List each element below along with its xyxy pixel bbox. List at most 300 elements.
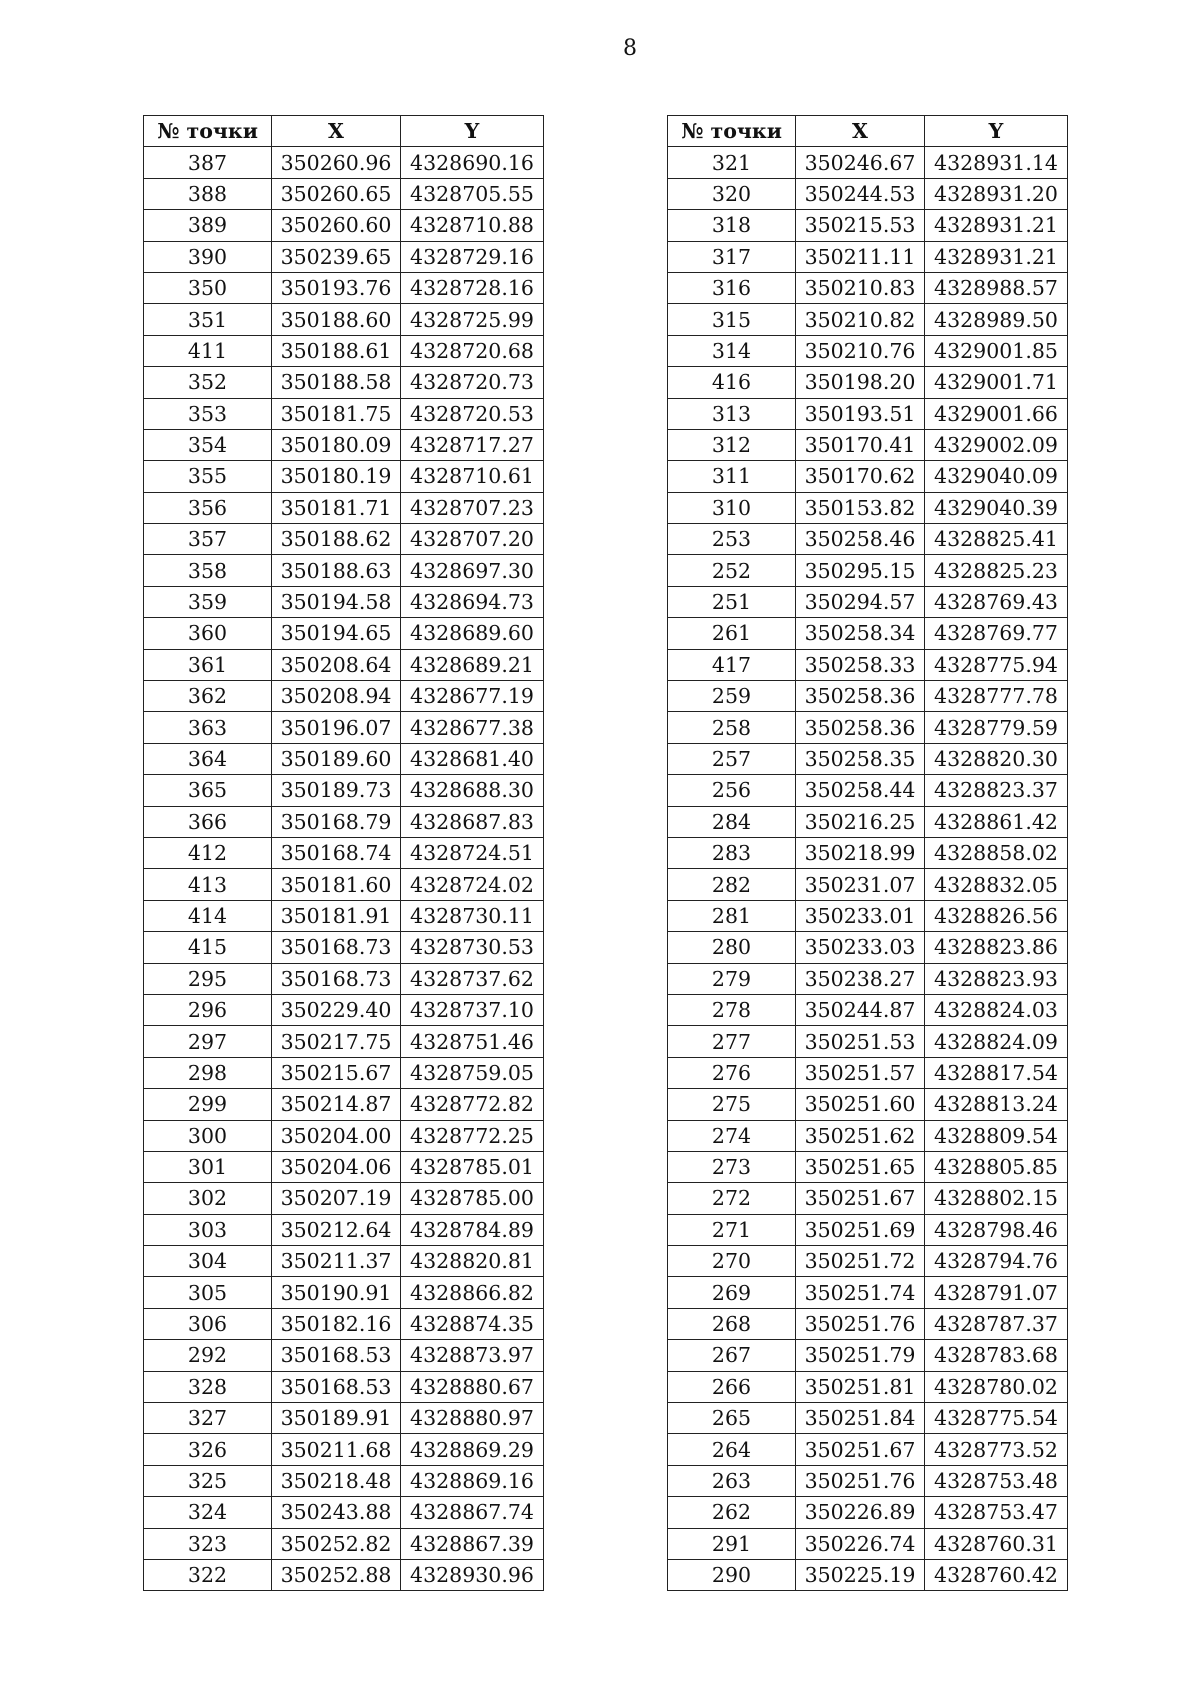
y-coordinate-cell: 4328826.56: [925, 900, 1068, 931]
table-row: [668, 900, 1068, 931]
point-number-cell: 259: [668, 681, 796, 712]
x-coordinate-cell: 350251.60: [796, 1089, 925, 1120]
point-number-cell: 351: [144, 304, 272, 335]
x-coordinate-cell: 350212.64: [272, 1214, 401, 1245]
point-number-cell: 414: [144, 900, 272, 931]
x-coordinate-cell: 350189.73: [272, 775, 401, 806]
x-coordinate-cell: 350198.20: [796, 367, 925, 398]
y-coordinate-cell: 4328988.57: [925, 272, 1068, 303]
x-coordinate-cell: 350251.76: [796, 1465, 925, 1496]
point-number-cell: 312: [668, 429, 796, 460]
x-coordinate-cell: 350181.75: [272, 398, 401, 429]
x-coordinate-cell: 350251.84: [796, 1403, 925, 1434]
table-row: [668, 1057, 1068, 1088]
x-coordinate-cell: 350260.65: [272, 178, 401, 209]
point-number-cell: 326: [144, 1434, 272, 1465]
x-coordinate-cell: 350216.25: [796, 806, 925, 837]
table-row: [668, 1089, 1068, 1120]
x-coordinate-cell: 350168.73: [272, 932, 401, 963]
x-coordinate-cell: 350251.67: [796, 1183, 925, 1214]
x-coordinate-cell: 350226.74: [796, 1528, 925, 1559]
table-row: [668, 932, 1068, 963]
table-row: [144, 1277, 544, 1308]
table-row: [144, 272, 544, 303]
y-coordinate-cell: 4328717.27: [401, 429, 544, 460]
point-number-cell: 324: [144, 1497, 272, 1528]
x-coordinate-cell: 350180.19: [272, 461, 401, 492]
table-row: [144, 147, 544, 178]
y-coordinate-cell: 4328751.46: [401, 1026, 544, 1057]
y-coordinate-cell: 4328824.03: [925, 994, 1068, 1025]
y-coordinate-cell: 4328931.20: [925, 178, 1068, 209]
x-coordinate-cell: 350193.51: [796, 398, 925, 429]
point-number-cell: 322: [144, 1559, 272, 1590]
point-number-cell: 280: [668, 932, 796, 963]
table-row: [668, 743, 1068, 774]
table-row: [144, 869, 544, 900]
table-row: [144, 618, 544, 649]
y-coordinate-cell: 4328759.05: [401, 1057, 544, 1088]
y-coordinate-cell: 4328769.77: [925, 618, 1068, 649]
x-coordinate-cell: 350211.11: [796, 241, 925, 272]
table-row: [144, 932, 544, 963]
x-coordinate-cell: 350189.91: [272, 1403, 401, 1434]
point-number-cell: 363: [144, 712, 272, 743]
table-row: [144, 524, 544, 555]
y-coordinate-cell: 4328697.30: [401, 555, 544, 586]
x-coordinate-cell: 350193.76: [272, 272, 401, 303]
x-coordinate-cell: 350190.91: [272, 1277, 401, 1308]
y-coordinate-cell: 4328694.73: [401, 586, 544, 617]
x-coordinate-cell: 350251.69: [796, 1214, 925, 1245]
x-coordinate-cell: 350181.60: [272, 869, 401, 900]
table-header-row: [144, 116, 544, 147]
point-number-cell: 290: [668, 1559, 796, 1590]
table-row: [144, 1120, 544, 1151]
point-number-cell: 276: [668, 1057, 796, 1088]
x-coordinate-cell: 350188.58: [272, 367, 401, 398]
x-coordinate-cell: 350251.74: [796, 1277, 925, 1308]
table-row: [668, 461, 1068, 492]
column-header-y: Y: [401, 116, 544, 147]
y-coordinate-cell: 4328931.21: [925, 210, 1068, 241]
point-number-cell: 263: [668, 1465, 796, 1496]
y-coordinate-cell: 4328785.01: [401, 1151, 544, 1182]
y-coordinate-cell: 4328809.54: [925, 1120, 1068, 1151]
table-row: [668, 272, 1068, 303]
coordinates-table-left: [143, 115, 544, 1591]
point-number-cell: 358: [144, 555, 272, 586]
point-number-cell: 279: [668, 963, 796, 994]
y-coordinate-cell: 4328820.81: [401, 1246, 544, 1277]
y-coordinate-cell: 4328867.39: [401, 1528, 544, 1559]
point-number-cell: 270: [668, 1246, 796, 1277]
point-number-cell: 272: [668, 1183, 796, 1214]
y-coordinate-cell: 4328784.89: [401, 1214, 544, 1245]
y-coordinate-cell: 4329001.71: [925, 367, 1068, 398]
x-coordinate-cell: 350258.33: [796, 649, 925, 680]
table-row: [668, 1497, 1068, 1528]
table-row: [144, 806, 544, 837]
table-row: [144, 304, 544, 335]
y-coordinate-cell: 4328724.02: [401, 869, 544, 900]
point-number-cell: 265: [668, 1403, 796, 1434]
y-coordinate-cell: 4329001.85: [925, 335, 1068, 366]
y-coordinate-cell: 4328710.88: [401, 210, 544, 241]
y-coordinate-cell: 4328880.97: [401, 1403, 544, 1434]
point-number-cell: 269: [668, 1277, 796, 1308]
x-coordinate-cell: 350181.91: [272, 900, 401, 931]
x-coordinate-cell: 350215.53: [796, 210, 925, 241]
x-coordinate-cell: 350258.46: [796, 524, 925, 555]
point-number-cell: 357: [144, 524, 272, 555]
x-coordinate-cell: 350229.40: [272, 994, 401, 1025]
x-coordinate-cell: 350243.88: [272, 1497, 401, 1528]
point-number-cell: 291: [668, 1528, 796, 1559]
point-number-cell: 278: [668, 994, 796, 1025]
x-coordinate-cell: 350196.07: [272, 712, 401, 743]
y-coordinate-cell: 4328688.30: [401, 775, 544, 806]
column-header-y: Y: [925, 116, 1068, 147]
table-row: [668, 586, 1068, 617]
table-row: [668, 681, 1068, 712]
y-coordinate-cell: 4328823.93: [925, 963, 1068, 994]
table-row: [144, 1183, 544, 1214]
table-row: [144, 1340, 544, 1371]
table-row: [144, 335, 544, 366]
y-coordinate-cell: 4328802.15: [925, 1183, 1068, 1214]
table-row: [144, 1089, 544, 1120]
table-row: [668, 1465, 1068, 1496]
x-coordinate-cell: 350258.36: [796, 712, 925, 743]
y-coordinate-cell: 4328677.19: [401, 681, 544, 712]
y-coordinate-cell: 4328753.48: [925, 1465, 1068, 1496]
point-number-cell: 257: [668, 743, 796, 774]
point-number-cell: 362: [144, 681, 272, 712]
point-number-cell: 251: [668, 586, 796, 617]
y-coordinate-cell: 4328823.86: [925, 932, 1068, 963]
y-coordinate-cell: 4328869.29: [401, 1434, 544, 1465]
y-coordinate-cell: 4328817.54: [925, 1057, 1068, 1088]
point-number-cell: 284: [668, 806, 796, 837]
y-coordinate-cell: 4328760.42: [925, 1559, 1068, 1590]
table-row: [144, 429, 544, 460]
table-row: [144, 775, 544, 806]
table-row: [144, 1214, 544, 1245]
point-number-cell: 268: [668, 1308, 796, 1339]
point-number-cell: 300: [144, 1120, 272, 1151]
y-coordinate-cell: 4328861.42: [925, 806, 1068, 837]
point-number-cell: 314: [668, 335, 796, 366]
point-number-cell: 262: [668, 1497, 796, 1528]
table-row: [144, 1403, 544, 1434]
point-number-cell: 353: [144, 398, 272, 429]
table-row: [668, 367, 1068, 398]
table-row: [144, 994, 544, 1025]
x-coordinate-cell: 350260.60: [272, 210, 401, 241]
table-row: [668, 649, 1068, 680]
point-number-cell: 283: [668, 837, 796, 868]
y-coordinate-cell: 4328720.53: [401, 398, 544, 429]
table-row: [668, 1026, 1068, 1057]
point-number-cell: 311: [668, 461, 796, 492]
x-coordinate-cell: 350251.79: [796, 1340, 925, 1371]
x-coordinate-cell: 350153.82: [796, 492, 925, 523]
point-number-cell: 256: [668, 775, 796, 806]
y-coordinate-cell: 4328689.21: [401, 649, 544, 680]
point-number-cell: 350: [144, 272, 272, 303]
column-header-x: X: [272, 116, 401, 147]
table-row: [144, 1308, 544, 1339]
point-number-cell: 354: [144, 429, 272, 460]
x-coordinate-cell: 350244.53: [796, 178, 925, 209]
x-coordinate-cell: 350208.64: [272, 649, 401, 680]
table-row: [144, 1026, 544, 1057]
y-coordinate-cell: 4328858.02: [925, 837, 1068, 868]
point-number-cell: 352: [144, 367, 272, 398]
point-number-cell: 388: [144, 178, 272, 209]
y-coordinate-cell: 4328824.09: [925, 1026, 1068, 1057]
x-coordinate-cell: 350251.81: [796, 1371, 925, 1402]
x-coordinate-cell: 350251.62: [796, 1120, 925, 1151]
point-number-cell: 261: [668, 618, 796, 649]
x-coordinate-cell: 350189.60: [272, 743, 401, 774]
table-row: [668, 429, 1068, 460]
x-coordinate-cell: 350181.71: [272, 492, 401, 523]
table-row: [144, 241, 544, 272]
table-row: [144, 837, 544, 868]
table-row: [668, 147, 1068, 178]
x-coordinate-cell: 350168.53: [272, 1340, 401, 1371]
table-row: [144, 681, 544, 712]
table-row: [668, 994, 1068, 1025]
y-coordinate-cell: 4328737.62: [401, 963, 544, 994]
y-coordinate-cell: 4328787.37: [925, 1308, 1068, 1339]
y-coordinate-cell: 4328677.38: [401, 712, 544, 743]
y-coordinate-cell: 4328931.21: [925, 241, 1068, 272]
page-number: 8: [623, 36, 637, 61]
y-coordinate-cell: 4328869.16: [401, 1465, 544, 1496]
x-coordinate-cell: 350210.76: [796, 335, 925, 366]
x-coordinate-cell: 350168.74: [272, 837, 401, 868]
y-coordinate-cell: 4328725.99: [401, 304, 544, 335]
y-coordinate-cell: 4328753.47: [925, 1497, 1068, 1528]
point-number-cell: 360: [144, 618, 272, 649]
x-coordinate-cell: 350182.16: [272, 1308, 401, 1339]
point-number-cell: 317: [668, 241, 796, 272]
x-coordinate-cell: 350251.53: [796, 1026, 925, 1057]
y-coordinate-cell: 4328775.54: [925, 1403, 1068, 1434]
y-coordinate-cell: 4329040.09: [925, 461, 1068, 492]
point-number-cell: 328: [144, 1371, 272, 1402]
x-coordinate-cell: 350251.76: [796, 1308, 925, 1339]
x-coordinate-cell: 350210.82: [796, 304, 925, 335]
table-row: [668, 555, 1068, 586]
point-number-cell: 390: [144, 241, 272, 272]
point-number-cell: 417: [668, 649, 796, 680]
y-coordinate-cell: 4328880.67: [401, 1371, 544, 1402]
table-row: [144, 900, 544, 931]
y-coordinate-cell: 4328873.97: [401, 1340, 544, 1371]
x-coordinate-cell: 350214.87: [272, 1089, 401, 1120]
point-number-cell: 298: [144, 1057, 272, 1088]
y-coordinate-cell: 4328689.60: [401, 618, 544, 649]
point-number-cell: 315: [668, 304, 796, 335]
y-coordinate-cell: 4328710.61: [401, 461, 544, 492]
table-row: [668, 1371, 1068, 1402]
x-coordinate-cell: 350226.89: [796, 1497, 925, 1528]
point-number-cell: 267: [668, 1340, 796, 1371]
y-coordinate-cell: 4328724.51: [401, 837, 544, 868]
table-row: [144, 492, 544, 523]
point-number-cell: 282: [668, 869, 796, 900]
table-row: [144, 461, 544, 492]
x-coordinate-cell: 350238.27: [796, 963, 925, 994]
y-coordinate-cell: 4328707.23: [401, 492, 544, 523]
y-coordinate-cell: 4328705.55: [401, 178, 544, 209]
y-coordinate-cell: 4328730.11: [401, 900, 544, 931]
table-row: [144, 1246, 544, 1277]
point-number-cell: 359: [144, 586, 272, 617]
point-number-cell: 356: [144, 492, 272, 523]
y-coordinate-cell: 4328681.40: [401, 743, 544, 774]
point-number-cell: 297: [144, 1026, 272, 1057]
y-coordinate-cell: 4328730.53: [401, 932, 544, 963]
y-coordinate-cell: 4328720.73: [401, 367, 544, 398]
y-coordinate-cell: 4328825.41: [925, 524, 1068, 555]
point-number-cell: 416: [668, 367, 796, 398]
table-row: [668, 241, 1068, 272]
x-coordinate-cell: 350218.48: [272, 1465, 401, 1496]
coordinates-table-right: [667, 115, 1068, 1591]
point-number-cell: 299: [144, 1089, 272, 1120]
x-coordinate-cell: 350194.65: [272, 618, 401, 649]
x-coordinate-cell: 350188.60: [272, 304, 401, 335]
point-number-cell: 415: [144, 932, 272, 963]
x-coordinate-cell: 350258.44: [796, 775, 925, 806]
point-number-cell: 292: [144, 1340, 272, 1371]
point-number-cell: 295: [144, 963, 272, 994]
table-row: [144, 1497, 544, 1528]
table-row: [668, 869, 1068, 900]
table-row: [668, 1528, 1068, 1559]
x-coordinate-cell: 350231.07: [796, 869, 925, 900]
point-number-cell: 365: [144, 775, 272, 806]
y-coordinate-cell: 4328798.46: [925, 1214, 1068, 1245]
y-coordinate-cell: 4328690.16: [401, 147, 544, 178]
table-row: [144, 1434, 544, 1465]
point-number-cell: 274: [668, 1120, 796, 1151]
table-row: [144, 1528, 544, 1559]
x-coordinate-cell: 350204.00: [272, 1120, 401, 1151]
x-coordinate-cell: 350233.03: [796, 932, 925, 963]
table-row: [144, 1371, 544, 1402]
x-coordinate-cell: 350258.35: [796, 743, 925, 774]
table-row: [668, 775, 1068, 806]
x-coordinate-cell: 350251.72: [796, 1246, 925, 1277]
point-number-cell: 275: [668, 1089, 796, 1120]
table-row: [144, 712, 544, 743]
x-coordinate-cell: 350258.34: [796, 618, 925, 649]
x-coordinate-cell: 350194.58: [272, 586, 401, 617]
x-coordinate-cell: 350188.63: [272, 555, 401, 586]
point-number-cell: 387: [144, 147, 272, 178]
y-coordinate-cell: 4328931.14: [925, 147, 1068, 178]
y-coordinate-cell: 4328760.31: [925, 1528, 1068, 1559]
y-coordinate-cell: 4328820.30: [925, 743, 1068, 774]
table-row: [668, 1308, 1068, 1339]
y-coordinate-cell: 4328785.00: [401, 1183, 544, 1214]
point-number-cell: 301: [144, 1151, 272, 1182]
y-coordinate-cell: 4328769.43: [925, 586, 1068, 617]
y-coordinate-cell: 4328874.35: [401, 1308, 544, 1339]
x-coordinate-cell: 350258.36: [796, 681, 925, 712]
x-coordinate-cell: 350233.01: [796, 900, 925, 931]
point-number-cell: 306: [144, 1308, 272, 1339]
x-coordinate-cell: 350244.87: [796, 994, 925, 1025]
x-coordinate-cell: 350211.68: [272, 1434, 401, 1465]
table-row: [668, 1340, 1068, 1371]
table-row: [144, 367, 544, 398]
x-coordinate-cell: 350188.61: [272, 335, 401, 366]
point-number-cell: 355: [144, 461, 272, 492]
point-number-cell: 253: [668, 524, 796, 555]
table-header-row: [668, 116, 1068, 147]
x-coordinate-cell: 350188.62: [272, 524, 401, 555]
x-coordinate-cell: 350168.53: [272, 1371, 401, 1402]
table-row: [668, 963, 1068, 994]
table-row: [144, 210, 544, 241]
table-row: [144, 398, 544, 429]
point-number-cell: 320: [668, 178, 796, 209]
x-coordinate-cell: 350180.09: [272, 429, 401, 460]
x-coordinate-cell: 350252.88: [272, 1559, 401, 1590]
point-number-cell: 413: [144, 869, 272, 900]
point-number-cell: 310: [668, 492, 796, 523]
point-number-cell: 266: [668, 1371, 796, 1402]
y-coordinate-cell: 4328772.82: [401, 1089, 544, 1120]
column-header-point: № точки: [668, 116, 796, 147]
x-coordinate-cell: 350211.37: [272, 1246, 401, 1277]
point-number-cell: 316: [668, 272, 796, 303]
x-coordinate-cell: 350295.15: [796, 555, 925, 586]
point-number-cell: 411: [144, 335, 272, 366]
y-coordinate-cell: 4329002.09: [925, 429, 1068, 460]
x-coordinate-cell: 350246.67: [796, 147, 925, 178]
y-coordinate-cell: 4328729.16: [401, 241, 544, 272]
point-number-cell: 325: [144, 1465, 272, 1496]
point-number-cell: 252: [668, 555, 796, 586]
x-coordinate-cell: 350239.65: [272, 241, 401, 272]
y-coordinate-cell: 4328867.74: [401, 1497, 544, 1528]
table-row: [668, 712, 1068, 743]
x-coordinate-cell: 350218.99: [796, 837, 925, 868]
y-coordinate-cell: 4328989.50: [925, 304, 1068, 335]
table-row: [144, 1559, 544, 1590]
point-number-cell: 323: [144, 1528, 272, 1559]
point-number-cell: 264: [668, 1434, 796, 1465]
point-number-cell: 321: [668, 147, 796, 178]
y-coordinate-cell: 4328777.78: [925, 681, 1068, 712]
x-coordinate-cell: 350168.73: [272, 963, 401, 994]
x-coordinate-cell: 350225.19: [796, 1559, 925, 1590]
table-row: [144, 743, 544, 774]
table-row: [668, 806, 1068, 837]
table-row: [668, 1403, 1068, 1434]
table-row: [144, 649, 544, 680]
y-coordinate-cell: 4328728.16: [401, 272, 544, 303]
y-coordinate-cell: 4328794.76: [925, 1246, 1068, 1277]
